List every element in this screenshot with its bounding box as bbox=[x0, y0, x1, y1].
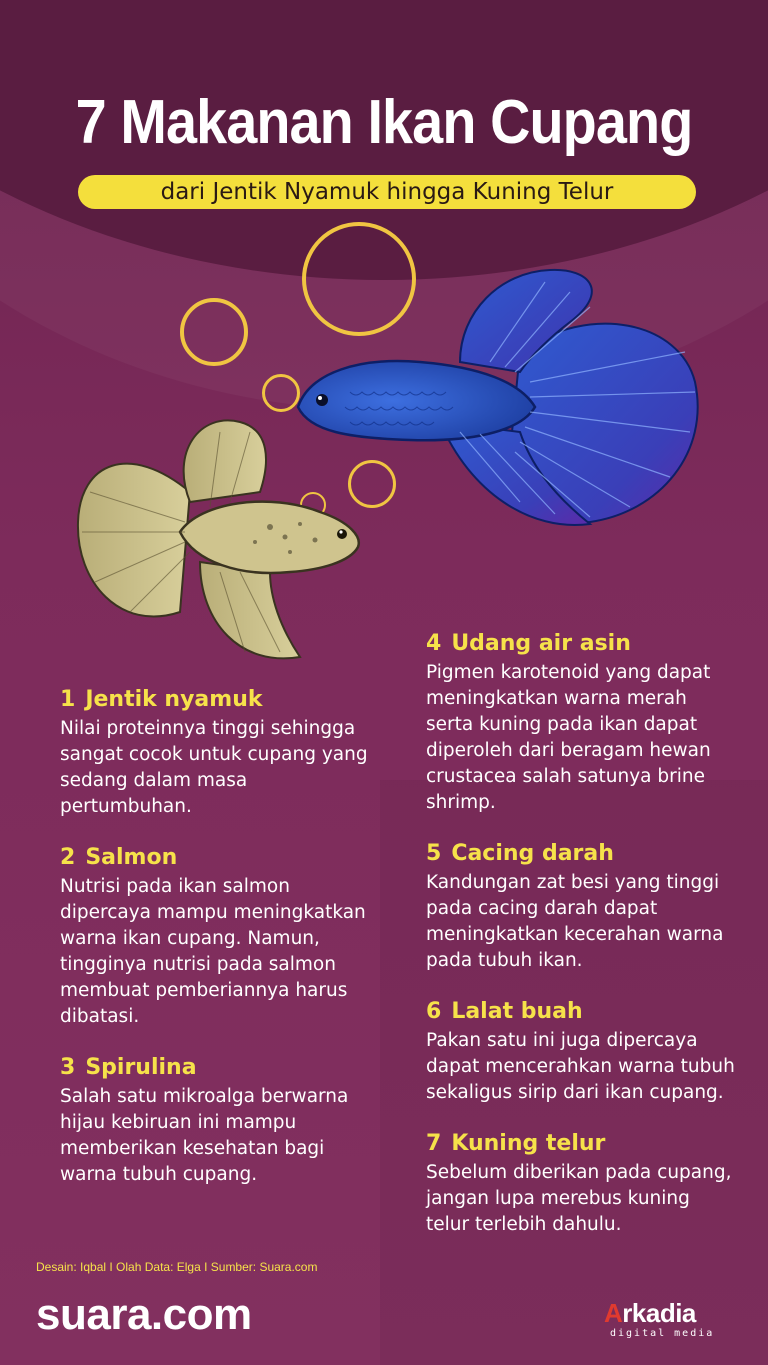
item-heading bbox=[60, 842, 380, 874]
item-number: 5 bbox=[426, 841, 442, 866]
item-number: 2 bbox=[60, 845, 76, 870]
item-heading bbox=[426, 838, 736, 870]
arkadia-logo bbox=[604, 1298, 734, 1348]
item-number: 4 bbox=[426, 631, 442, 656]
list-item bbox=[426, 628, 736, 816]
item-description: Kandungan zat besi yang tinggi pada cacing darah dapat meningkatkan kecerahan warna pada tubuh ikan. bbox=[426, 872, 724, 971]
item-heading bbox=[60, 684, 380, 716]
item-heading bbox=[426, 996, 736, 1028]
golden-betta-fish-illustration bbox=[70, 412, 370, 672]
item-description: Pigmen karotenoid yang dapat meningkatkan warna merah serta kuning pada ikan dapat diperoleh dari beragam hewan crustacea salah satunya brine shrimp. bbox=[426, 662, 711, 813]
arkadia-logo-tagline: digital media bbox=[610, 1328, 715, 1339]
item-title: Kuning telur bbox=[451, 1131, 606, 1156]
food-list-right bbox=[426, 628, 736, 1260]
item-number: 1 bbox=[60, 687, 76, 712]
credit-line: Desain: Iqbal I Olah Data: Elga I Sumber: Suara.com bbox=[36, 1260, 318, 1274]
item-number: 3 bbox=[60, 1055, 76, 1080]
item-title: Jentik nyamuk bbox=[85, 687, 263, 712]
item-number: 6 bbox=[426, 999, 442, 1024]
item-title: Salmon bbox=[85, 845, 178, 870]
arkadia-logo-name bbox=[604, 1298, 696, 1329]
arkadia-logo-initial: A bbox=[604, 1298, 623, 1328]
item-description: Pakan satu ini juga dipercaya dapat mencerahkan warna tubuh sekaligus sirip dari ikan cupang. bbox=[426, 1030, 735, 1103]
item-heading bbox=[426, 628, 736, 660]
item-description: Nilai proteinnya tinggi sehingga sangat cocok untuk cupang yang sedang dalam masa pertumbuhan. bbox=[60, 718, 368, 817]
list-item bbox=[60, 1052, 380, 1188]
arkadia-logo-rest: rkadia bbox=[622, 1298, 696, 1328]
list-item bbox=[60, 842, 380, 1030]
subtitle-text: dari Jentik Nyamuk hingga Kuning Telur bbox=[160, 179, 614, 205]
item-description: Salah satu mikroalga berwarna hijau kebiruan ini mampu memberikan kesehatan bagi warna tubuh cupang. bbox=[60, 1086, 349, 1185]
suara-logo: suara.com bbox=[36, 1290, 252, 1339]
item-title: Spirulina bbox=[85, 1055, 197, 1080]
bubble-icon bbox=[180, 298, 248, 366]
list-item bbox=[426, 838, 736, 974]
food-list-left bbox=[60, 684, 380, 1210]
item-heading bbox=[426, 1128, 736, 1160]
item-title: Udang air asin bbox=[451, 631, 631, 656]
list-item bbox=[60, 684, 380, 820]
item-heading bbox=[60, 1052, 380, 1084]
list-item bbox=[426, 1128, 736, 1238]
item-number: 7 bbox=[426, 1131, 442, 1156]
item-description: Sebelum diberikan pada cupang, jangan lupa merebus kuning telur terlebih dahulu. bbox=[426, 1162, 732, 1235]
item-title: Lalat buah bbox=[451, 999, 583, 1024]
item-title: Cacing darah bbox=[451, 841, 614, 866]
list-item bbox=[426, 996, 736, 1106]
page-title: 7 Makanan Ikan Cupang bbox=[75, 88, 693, 157]
item-description: Nutrisi pada ikan salmon dipercaya mampu meningkatkan warna ikan cupang. Namun, tingginya nutrisi pada salmon membuat pemberiannya harus dibatasi. bbox=[60, 876, 366, 1027]
subtitle-pill bbox=[78, 175, 696, 209]
